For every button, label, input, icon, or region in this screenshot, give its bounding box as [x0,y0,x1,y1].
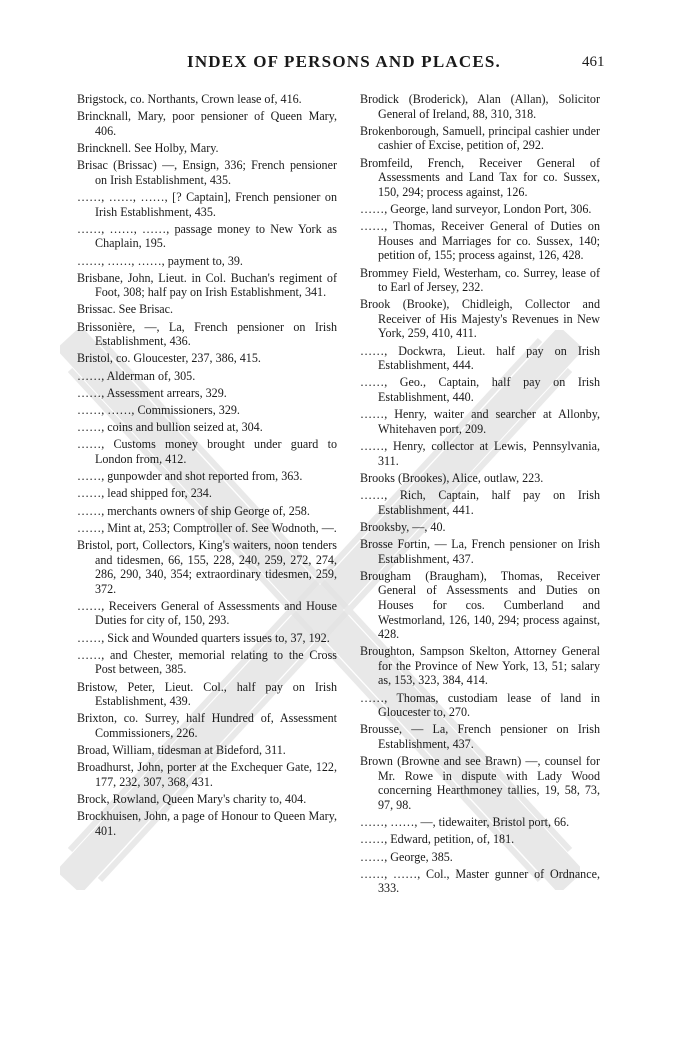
index-entry: ……, Edward, petition, of, 181. [360,832,515,847]
index-entry: ……, Receivers General of Assessments and House Duties for city of, 150, 293. [77,598,337,628]
index-entry: ……, Assessment arrears, 329. [77,385,227,400]
index-entry: Broadhurst, John, porter at the Exchequer Gate, 122, 177, 232, 307, 368, 431. [77,760,337,789]
index-entry: ……, merchants owners of ship George of, 258. [77,503,310,518]
index-entry: Brock, Rowland, Queen Mary's charity to, 404. [77,792,307,807]
index-entry: ……, lead shipped for, 234. [77,486,212,501]
index-entry: Bromfeild, French, Receiver General of Assessments and Land Tax for co. Sussex, 150, 294; process against, 126. [360,155,600,199]
index-entry: ……, Rich, Captain, half pay on Irish Establishment, 441. [360,487,600,517]
index-entry: ……, Mint at, 253; Comptroller of. See Wodnoth, —. [77,520,337,535]
index-column-right [360,92,600,899]
index-entry: ……, Henry, waiter and searcher at Allonby, Whitehaven port, 209. [360,407,600,436]
index-entry: Brockhuisen, John, a page of Honour to Queen Mary, 401. [77,809,337,838]
index-entry: ……, gunpowder and shot reported from, 363. [77,469,303,484]
index-entry: Brook (Brooke), Chidleigh, Collector and Receiver of His Majesty's Revenues in New York, 259, 410, 411. [360,297,600,341]
index-entry: ……, George, land surveyor, London Port, 306. [360,201,592,216]
index-entry: ……, Thomas, custodiam lease of land in Gloucester to, 270. [360,690,600,720]
index-entry: Brisbane, John, Lieut. in Col. Buchan's regiment of Foot, 308; half pay on Irish Establishment, 341. [77,270,337,300]
index-entry: Broughton, Sampson Skelton, Attorney General for the Province of New York, 13, 51; salary as, 153, 323, 384, 414. [360,644,600,688]
page-header [0,52,674,82]
index-entry: Brommey Field, Westerham, co. Surrey, lease of to Earl of Jersey, 232. [360,265,600,295]
index-entry: ……, ……, Commissioners, 329. [77,403,240,417]
index-entry: Brixton, co. Surrey, half Hundred of, Assessment Commissioners, 226. [77,711,337,740]
index-entry: ……, ……, Col., Master gunner of Ordnance, 333. [360,866,600,896]
index-entry: Brincknell. See Holby, Mary. [77,140,219,155]
index-entry: ……, and Chester, memorial relating to the Cross Post between, 385. [77,647,337,677]
index-column-left [77,92,337,841]
index-entry: ……, Geo., Captain, half pay on Irish Establishment, 440. [360,375,600,405]
index-entry: ……, coins and bullion seized at, 304. [77,420,263,435]
index-entry: Brincknall, Mary, poor pensioner of Queen Mary, 406. [77,109,337,138]
index-entry: ……, ……, —, tidewaiter, Bristol port, 66. [360,815,570,830]
page-title: INDEX OF PERSONS AND PLACES. [187,52,501,71]
index-entry: ……, Sick and Wounded quarters issues to, 37, 192. [77,630,330,645]
index-entry: Brodick (Broderick), Alan (Allan), Solicitor General of Ireland, 88, 310, 318. [360,92,600,121]
index-entry: Bristol, port, Collectors, King's waiters, noon tenders and tidesmen, 66, 155, 228, 240, 259, 272, 274, 286, 290, 340, 354; extraordinary tidesmen, 259, 372. [77,537,337,596]
index-entry: Bristow, Peter, Lieut. Col., half pay on Irish Establishment, 439. [77,679,337,709]
index-entry: ……, ……, ……, [? Captain], French pensioner on Irish Establishment, 435. [77,189,337,219]
index-entry: Brougham (Braugham), Thomas, Receiver General of Assessments and Duties on Houses for cos. Cumberland and Westmorland, 126, 140, 294; process against, 428. [360,568,600,642]
index-entry: ……, Dockwra, Lieut. half pay on Irish Establishment, 444. [360,343,600,373]
index-entry: Brosse Fortin, — La, French pensioner on Irish Establishment, 437. [360,536,600,566]
index-entry: ……, George, 385. [360,849,453,864]
page-number: 461 [582,54,605,70]
index-entry: Brown (Browne and see Brawn) —, counsel for Mr. Rowe in dispute with Lady Wood concerning Hearthmoney tallies, 19, 58, 73, 97, 98. [360,754,600,812]
index-entry: ……, Thomas, Receiver General of Duties on Houses and Marriages for co. Sussex, 140; petition of, 155; process against, 126, 428. [360,219,600,263]
index-entry: Brigstock, co. Northants, Crown lease of, 416. [77,92,302,106]
index-entry: Brooks (Brookes), Alice, outlaw, 223. [360,470,544,485]
index-entry: Brokenborough, Samuell, principal cashier under cashier of Excise, petition of, 292. [360,123,600,153]
index-entry: Brissonière, —, La, French pensioner on Irish Establishment, 436. [77,319,337,349]
index-entry: ……, ……, ……, payment to, 39. [77,253,243,268]
index-entry: Brooksby, —, 40. [360,519,446,534]
index-entry: ……, Alderman of, 305. [77,368,196,383]
index-entry: ……, Henry, collector at Lewis, Pennsylvania, 311. [360,439,600,468]
index-entry: Brissac. See Brisac. [77,302,174,317]
index-entry: Bristol, co. Gloucester, 237, 386, 415. [77,351,261,366]
index-entry: ……, Customs money brought under guard to London from, 412. [77,437,337,466]
index-entry: ……, ……, ……, passage money to New York as Chaplain, 195. [77,221,337,251]
index-entry: Brisac (Brissac) —, Ensign, 336; French pensioner on Irish Establishment, 435. [77,158,337,187]
index-entry: Broad, William, tidesman at Bideford, 311. [77,743,286,758]
index-entry: Brousse, — La, French pensioner on Irish Establishment, 437. [360,722,600,752]
